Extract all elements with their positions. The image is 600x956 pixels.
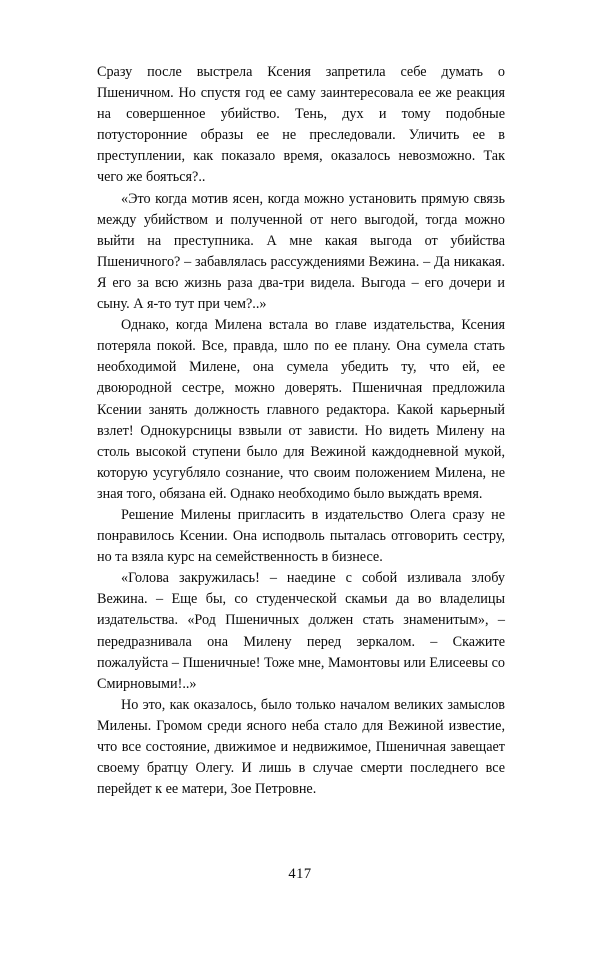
body-text <box>97 62 505 800</box>
page-number: 417 <box>288 866 312 882</box>
paragraph: Решение Милены пригласить в издательство Олега сразу не понравилось Ксении. Она исподволь пыталась отговорить сестру, но та взяла курс на семейственность в бизнесе. <box>97 506 505 566</box>
paragraph: Однако, когда Милена встала во главе издательства, Ксения потеряла покой. Все, правда, шло по ее плану. Она сумела стать необходимой Милене, она сумела убедить ту, что ей, ее двоюродной сестре, можно доверять. Пшеничная предложила Ксении занять должность главного редактора. Какой карьерный взлет! Однокурсницы взвыли от зависти. Но видеть Милену на столь высокой ступени было для Вежиной каждодневной мукой, которую усугубляло сознание, что своим положением Милена, не зная того, обязана ей. Однако необходимо было выждать время. <box>97 317 505 502</box>
paragraph: «Голова закружилась! – наедине с собой изливала злобу Вежина. – Еще бы, со студенческой скамьи да во владелицы издательства. «Род Пшеничных должен стать знаменитым», – передразнивала она Милену перед зеркалом. – Скажите пожалуйста – Пшеничные! Тоже мне, Мамонтовы или Елисеевы со Смирновыми!..» <box>97 570 505 692</box>
paragraph: «Это когда мотив ясен, когда можно установить прямую связь между убийством и полученной от него выгодой, тогда можно выйти на преступника. А мне какая выгода от убийства Пшеничного? – забавлялась рассуждениями Вежина. – Да никакая. Я его за всю жизнь раза два-три видела. Выгода – его дочери и сыну. А я-то тут при чем?..» <box>97 190 505 313</box>
paragraph: Но это, как оказалось, было только началом великих замыслов Милены. Громом среди ясного неба стало для Вежиной известие, что все состояние, движимое и недвижимое, Пшеничная завещает своему братцу Олегу. И лишь в случае смерти последнего все перейдет к ее матери, Зое Петровне. <box>97 696 505 798</box>
paragraph: Сразу после выстрела Ксения запретила себе думать о Пшеничном. Но спустя год ее саму заинтересовала ее же реакция на совершенное убийство. Тень, дух и тому подобные потусторонние образы ее не преследовали. Уличить ее в преступлении, как показало время, оказалось невозможно. Так чего же бояться?.. <box>97 64 505 186</box>
